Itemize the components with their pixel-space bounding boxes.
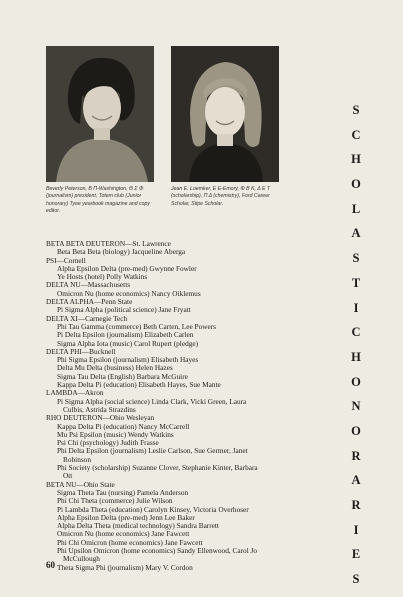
portrait-photo-jean-loemker (171, 46, 279, 182)
chapter-heading: BETA NU—Ohio State (46, 480, 115, 489)
chapter-heading: PSI—Cornell (46, 256, 86, 265)
honorary-entry: Omicron Nu (home economics) Nancy Oiklemus (57, 289, 201, 298)
honorary-entry: Pi Sigma Alpha (social science) Linda Clark, Vicki Green, Laura (57, 397, 247, 406)
honorary-entry: Theta Sigma Phi (journalism) Mary V. Cordon (57, 563, 193, 572)
side-title-letter: O (351, 374, 361, 389)
chapter-heading: DELTA NU—Massachusetts (46, 281, 131, 290)
side-title-letter: I (353, 300, 359, 315)
side-title-letter: R (351, 498, 361, 512)
side-title-letter: A (351, 473, 361, 488)
side-title-letter: O (351, 177, 361, 192)
page-number: 60 (46, 560, 55, 570)
honorary-entry: Psi Chi (psychology) Judith Frasse (57, 439, 159, 448)
side-title-letter: S (352, 251, 360, 266)
honorary-entry: Pi Delta Epsilon (journalism) Elizabeth Carlen (57, 331, 194, 340)
chapter-heading: BETA BETA DEUTERON—St. Lawrence (46, 240, 171, 248)
honorary-entry: Pi Sigma Alpha (political science) Jane Fryatt (57, 306, 191, 315)
side-title-letter: S (352, 103, 360, 117)
honorary-entry: Kappa Delta Pi (education) Nancy McCarrell (57, 422, 190, 431)
side-title-letter: R (351, 448, 361, 463)
honorary-entry: Kappa Delta Pi (education) Elisabeth Hayes, Sue Mante (57, 381, 221, 390)
chapter-heading: LAMBDA—Akron (46, 389, 104, 398)
side-title-letter: N (351, 399, 361, 414)
side-title-letter: L (351, 201, 361, 216)
photo-caption-right: Jean E. Loemker, Ε Ε-Emory, Φ Β Κ, Δ Ε Τ (scholarship), Π Δ (chemistry), Ford Career Scholar, Stipe Scholar. (171, 186, 271, 207)
honorary-entry: Phi Society (scholarship) Suzanne Clover, Stephanie Kinter, Barbara (57, 464, 258, 473)
honorary-entry: Sigma Alpha Iota (music) Carol Rupert (pledge) (57, 339, 199, 348)
chapter-heading: DELTA ALPHA—Penn State (46, 298, 133, 307)
side-title-letter: S (352, 572, 360, 587)
honoraries-listing (46, 240, 298, 572)
honorary-entry: Phi Chi Theta (commerce) Julie Wilson (57, 497, 173, 506)
entry-continuation: Robinson (63, 455, 91, 464)
side-title-letter: H (351, 349, 361, 364)
honorary-entry: Alpha Delta Theta (medical technology) Sandra Barrett (57, 522, 219, 531)
chapter-heading: RHO DEUTERON—Ohio Wesleyan (46, 414, 155, 423)
side-title-letter: C (351, 325, 361, 340)
entry-continuation: Ott (63, 472, 73, 481)
honorary-entry: Ye Hosts (hotel) Polly Watkins (57, 273, 148, 282)
portrait-photo-beverly-peterson (46, 46, 154, 182)
side-title-letter: E (351, 547, 361, 562)
honorary-entry: Sigma Theta Tau (nursing) Pamela Anderson (57, 488, 189, 497)
side-title-letter: I (353, 522, 359, 537)
chapter-heading: DELTA XI—Carnegie Tech (46, 314, 128, 323)
honorary-entry: Mu Psi Epsilon (music) Wendy Watkins (57, 430, 174, 439)
honorary-entry: Phi Tau Gamma (commerce) Beth Carten, Lee Powers (57, 322, 217, 331)
entry-continuation: Culbis, Astrida Strazdins (63, 405, 136, 414)
honorary-entry: Beta Beta Beta (biology) Jacqueline Aberga (57, 248, 186, 257)
side-title-letter: H (351, 152, 361, 167)
honorary-entry: Phi Delta Epsilon (journalism) Leslie Carlson, Sue Germer, Janet (57, 447, 248, 456)
honorary-entry: Delta Mu Delta (business) Helen Hazes (57, 364, 173, 373)
honorary-entry: Alpha Epsilon Delta (pre-med) Gwynne Fowler (57, 264, 197, 273)
side-title-letter: C (351, 127, 361, 142)
honorary-entry: Omicron Nu (home economics) Jane Fawcett (57, 530, 190, 539)
side-title-letter: O (351, 423, 361, 438)
side-title-letter: T (351, 275, 361, 290)
scholastic-honoraries-vertical-title (346, 98, 366, 592)
chapter-heading: DELTA PHI—Bucknell (46, 347, 116, 356)
photo-caption-left: Beverly Peterson, Β Π-Washington, Θ Σ Φ (journalism) president, Totem club (Junior honorary) Tyee yearbook magazine and copy editor. (46, 186, 150, 215)
honorary-entry: Phi Upsilon Omicron (home economics) Sandy Ellenwood, Carol Jo (57, 546, 258, 555)
honorary-entry: Phi Sigma Epsilon (journalism) Elisabeth Hayes (57, 356, 199, 365)
side-title-letter: A (351, 226, 361, 241)
entry-continuation: McCullough (63, 555, 100, 564)
honorary-entry: Alpha Epsilon Delta (pre-med) Jenn Lee Baker (57, 513, 195, 522)
honorary-entry: Phi Chi Omicron (home economics) Jane Fawcett (57, 538, 203, 547)
honorary-entry: Pi Lambda Theta (education) Carolyn Kinsey, Victoria Overhoser (57, 505, 249, 514)
honorary-entry: Sigma Tau Delta (English) Barbara McGuire (57, 372, 188, 381)
